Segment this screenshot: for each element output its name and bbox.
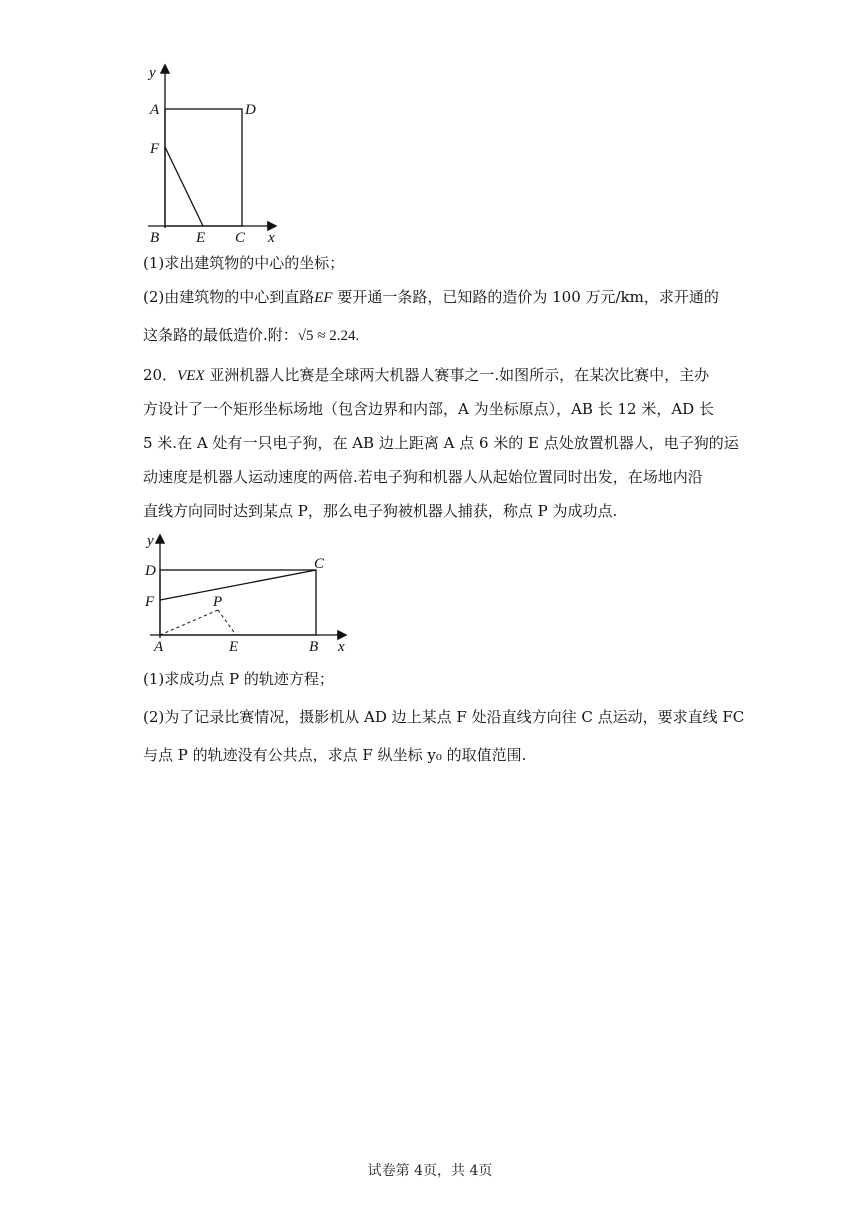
label-x-2: x [338,639,345,655]
road-ef [165,147,203,226]
label-f-2: F [145,594,155,610]
q20-part2-line1: (2)为了记录比赛情况，摄影机从 AD 边上某点 F 处沿直线方向往 C 点运动，要求直线 FC [143,708,745,726]
dashed-ap [160,610,218,635]
q19-part2-line2: 这条路的最低造价.附：√5 ≈ 2.24. [143,326,360,344]
line-fc [160,570,316,600]
q19-part2-line1: (2)由建筑物的中心到直路EF 要开通一条路，已知路的造价为 100 万元/km，求开通的 [143,288,719,306]
label-c: C [235,230,246,246]
figure-2-field-diagram [140,528,360,658]
q20-line5: 直线方向同时达到某点 P，那么电子狗被机器人捕获，称点 P 为成功点. [143,502,618,520]
label-y-2: y [147,533,154,549]
q20-line4: 动速度是机器人运动速度的两倍.若电子狗和机器人从起始位置同时出发，在场地内沿 [143,468,703,486]
q20-line1: 20．VEX 亚洲机器人比赛是全球两大机器人赛事之一.如图所示，在某次比赛中，主办 [143,366,710,384]
dashed-pe [218,610,236,635]
q20-part2-line2: 与点 P 的轨迹没有公共点，求点 F 纵坐标 y₀ 的取值范围. [143,746,527,764]
q20-part1: (1)求成功点 P 的轨迹方程； [143,670,334,688]
label-e: E [196,230,206,246]
label-b-2: B [309,639,319,655]
q19-part1: (1)求出建筑物的中心的坐标； [143,254,345,272]
label-f: F [150,141,160,157]
label-b: B [150,230,160,246]
label-x: x [268,230,275,246]
sqrt5-approx: √5 ≈ 2.24. [297,328,360,344]
label-y: y [149,65,156,81]
label-a: A [150,102,160,118]
page-footer: 试卷第 4页，共 4页 [367,1163,493,1179]
q20-line3: 5 米.在 A 处有一只电子狗，在 AB 边上距离 A 点 6 米的 E 点处放置机器人，电子狗的运 [143,434,739,452]
label-d-2: D [145,563,156,579]
rectangle-abcd [165,109,242,226]
label-c-2: C [314,556,325,572]
label-a-2: A [154,639,164,655]
label-p-2: P [213,594,223,610]
label-d: D [245,102,256,118]
figure-1-coordinate-diagram [140,60,290,250]
q20-line2: 方设计了一个矩形坐标场地（包含边界和内部，A 为坐标原点），AB 长 12 米，AD 长 [143,400,714,418]
label-e-2: E [229,639,239,655]
